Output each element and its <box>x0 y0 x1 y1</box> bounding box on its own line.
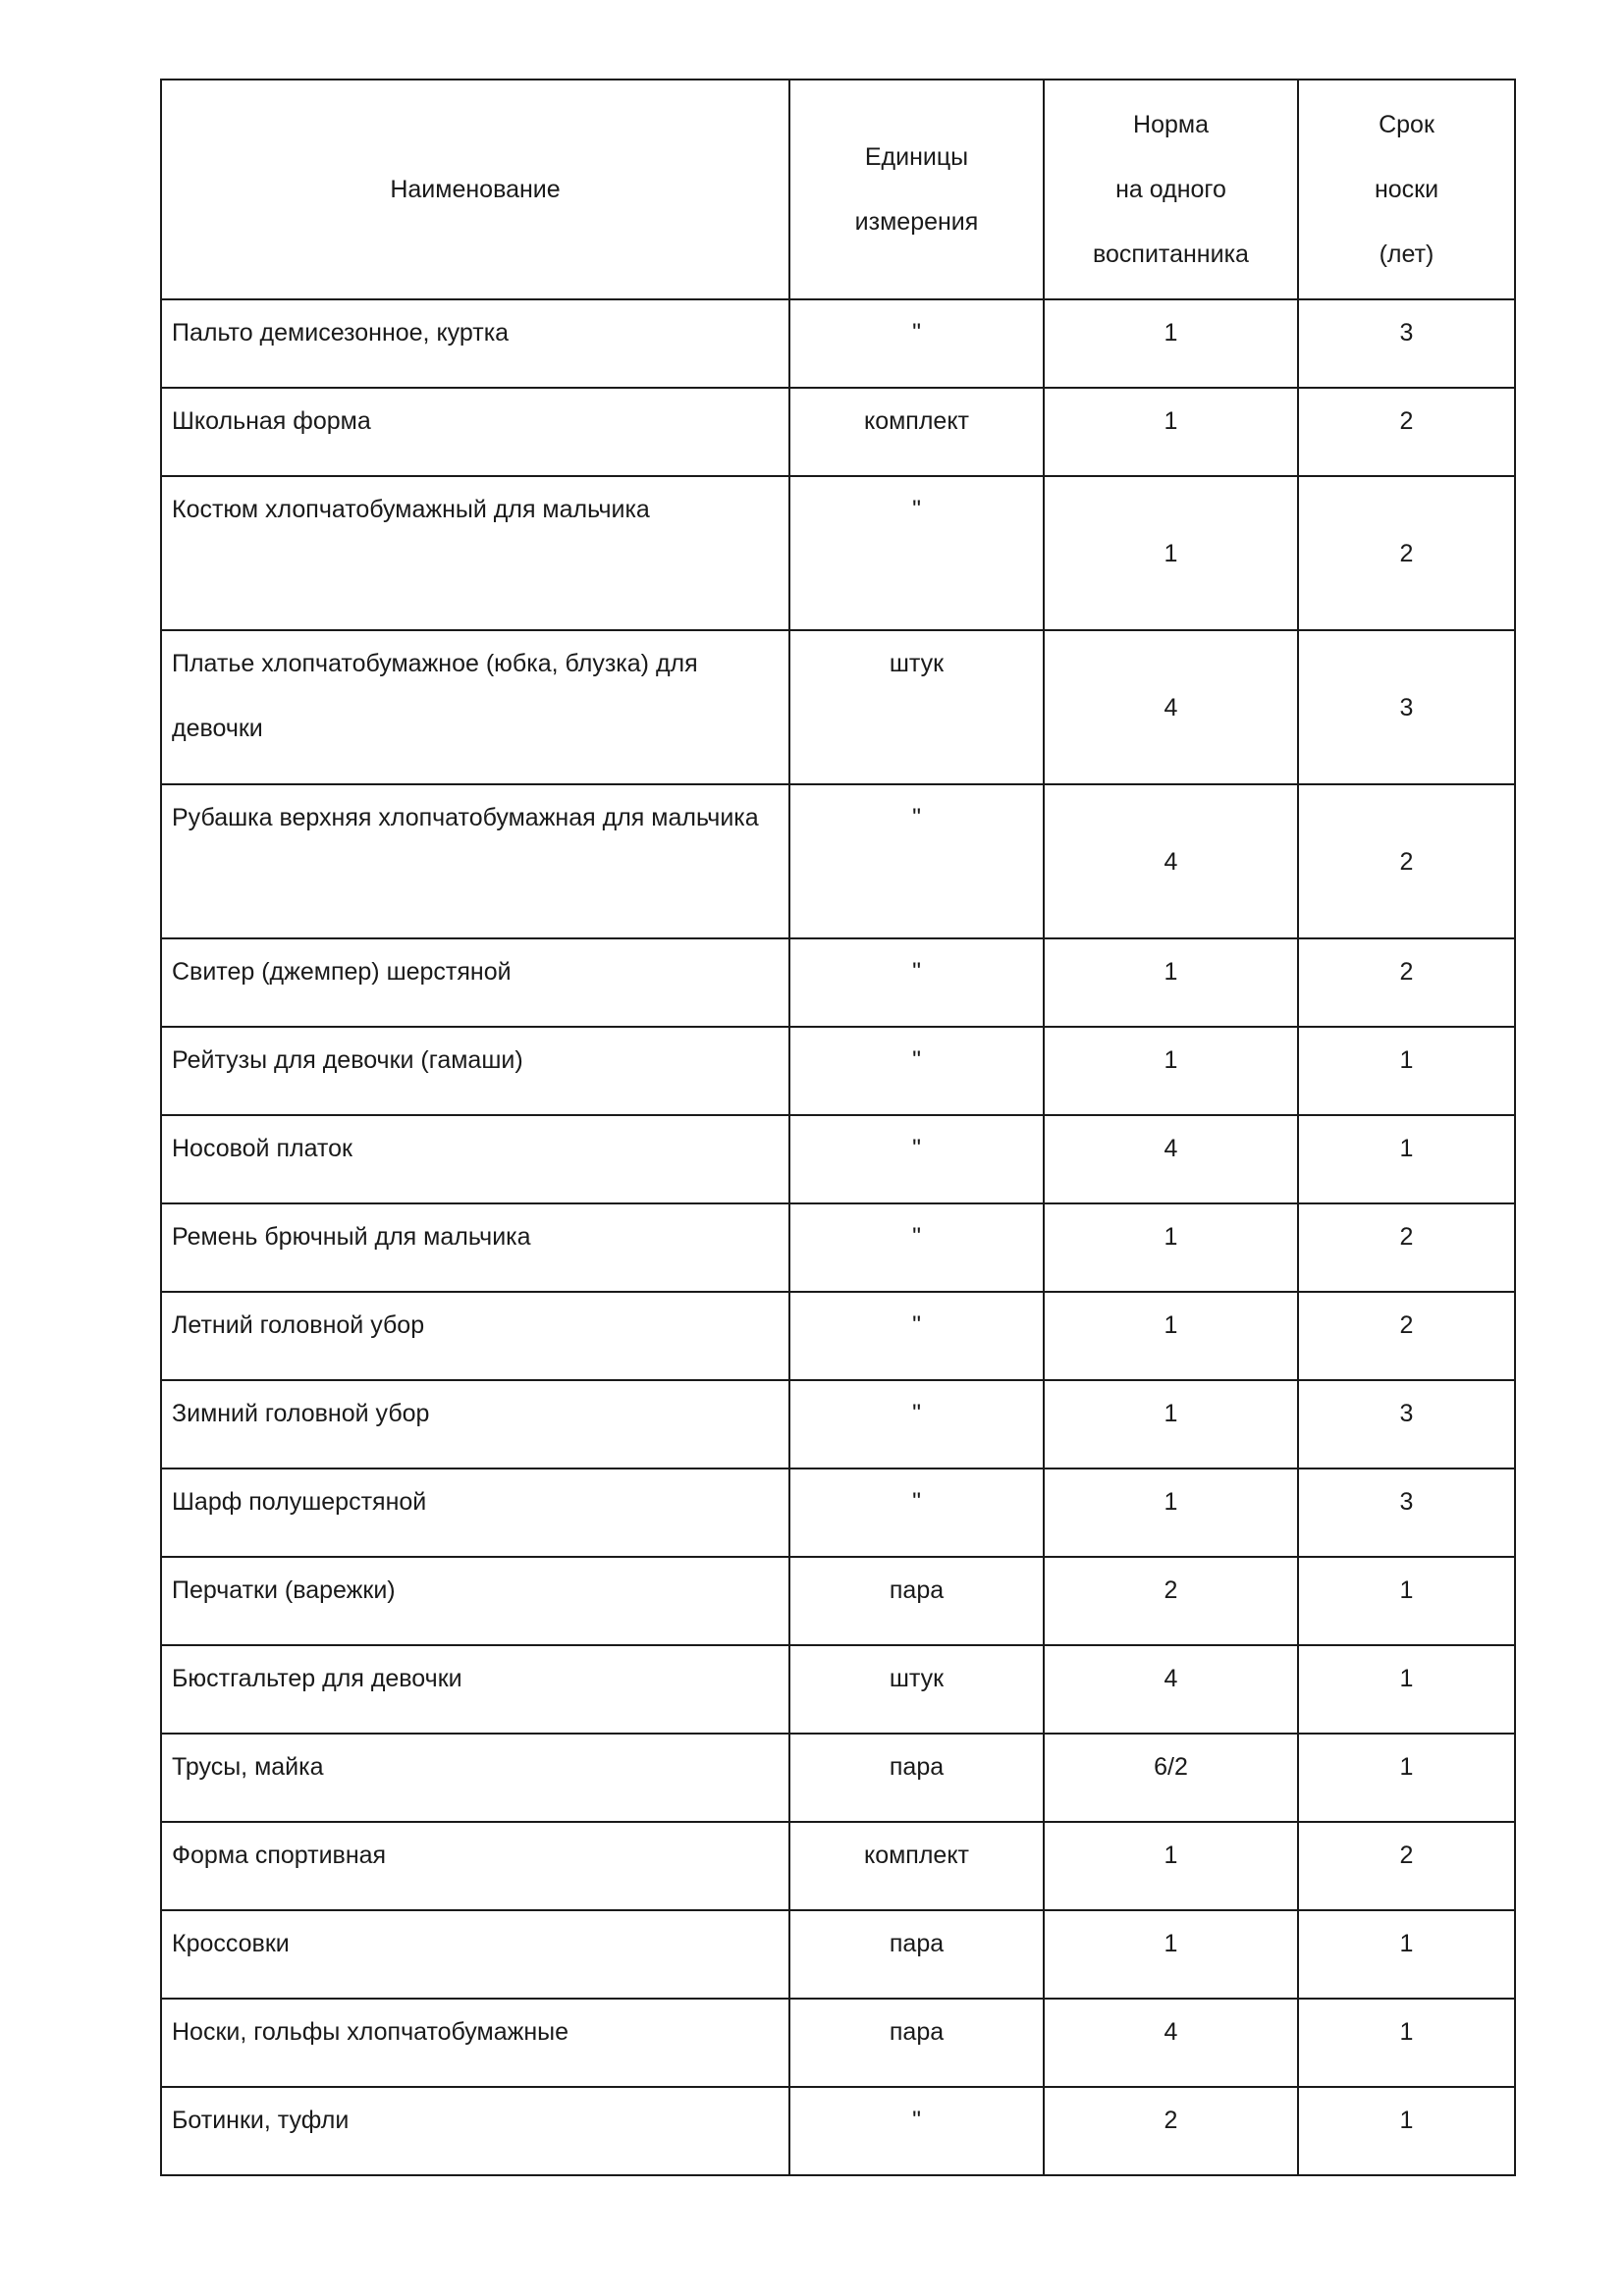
cell-norm: 1 <box>1044 938 1298 1027</box>
cell-norm: 1 <box>1044 1203 1298 1292</box>
cell-term: 2 <box>1298 388 1515 476</box>
cell-norm: 2 <box>1044 1557 1298 1645</box>
table-row <box>161 1292 1515 1380</box>
cell-unit: пара <box>789 1999 1044 2087</box>
cell-unit: пара <box>789 1910 1044 1999</box>
cell-term: 1 <box>1298 1734 1515 1822</box>
cell-name <box>161 630 789 784</box>
cell-name-text: Рубашка верхняя хлопчатобумажная для мальчика <box>172 804 759 831</box>
table-row <box>161 2087 1515 2175</box>
cell-name: Бюстгальтер для девочки <box>161 1645 789 1734</box>
cell-norm: 1 <box>1044 1027 1298 1115</box>
table-row <box>161 476 1515 630</box>
cell-unit: " <box>789 1203 1044 1292</box>
cell-name: Зимний головной убор <box>161 1380 789 1468</box>
cell-term: 1 <box>1298 1910 1515 1999</box>
cell-unit: " <box>789 1468 1044 1557</box>
cell-norm: 1 <box>1044 388 1298 476</box>
cell-name: Шарф полушерстяной <box>161 1468 789 1557</box>
cell-unit: штук <box>789 1645 1044 1734</box>
table-body <box>161 299 1515 2175</box>
table-row <box>161 630 1515 784</box>
cell-norm: 1 <box>1044 1468 1298 1557</box>
cell-norm: 1 <box>1044 1292 1298 1380</box>
cell-name: Рейтузы для девочки (гамаши) <box>161 1027 789 1115</box>
table-row <box>161 299 1515 388</box>
cell-term: 3 <box>1298 299 1515 388</box>
header-term <box>1298 80 1515 299</box>
cell-name: Перчатки (варежки) <box>161 1557 789 1645</box>
cell-norm: 1 <box>1044 299 1298 388</box>
table-row <box>161 1468 1515 1557</box>
cell-term: 3 <box>1298 1380 1515 1468</box>
cell-name <box>161 784 789 938</box>
cell-unit: " <box>789 1292 1044 1380</box>
cell-norm: 1 <box>1044 1822 1298 1910</box>
cell-norm: 4 <box>1044 1645 1298 1734</box>
cell-name: Школьная форма <box>161 388 789 476</box>
cell-term: 1 <box>1298 1557 1515 1645</box>
cell-name: Носовой платок <box>161 1115 789 1203</box>
table-row <box>161 1115 1515 1203</box>
cell-unit: " <box>789 1380 1044 1468</box>
table-row <box>161 1380 1515 1468</box>
header-unit <box>789 80 1044 299</box>
header-term-line: Срок <box>1379 111 1435 138</box>
cell-norm: 1 <box>1044 1910 1298 1999</box>
cell-name: Свитер (джемпер) шерстяной <box>161 938 789 1027</box>
cell-name: Ремень брючный для мальчика <box>161 1203 789 1292</box>
cell-name-text: Костюм хлопчатобумажный для мальчика <box>172 496 650 523</box>
cell-term: 1 <box>1298 1027 1515 1115</box>
cell-norm: 1 <box>1044 476 1298 630</box>
cell-unit: " <box>789 938 1044 1027</box>
cell-term: 2 <box>1298 1822 1515 1910</box>
cell-unit: комплект <box>789 388 1044 476</box>
table-row <box>161 938 1515 1027</box>
cell-term: 3 <box>1298 1468 1515 1557</box>
cell-term: 1 <box>1298 1645 1515 1734</box>
table-row <box>161 1734 1515 1822</box>
cell-name: Летний головной убор <box>161 1292 789 1380</box>
table-row <box>161 1910 1515 1999</box>
cell-unit: пара <box>789 1734 1044 1822</box>
cell-term: 3 <box>1298 630 1515 784</box>
cell-norm: 6/2 <box>1044 1734 1298 1822</box>
table-row <box>161 1557 1515 1645</box>
cell-term: 2 <box>1298 938 1515 1027</box>
table-row <box>161 1027 1515 1115</box>
cell-term: 1 <box>1298 2087 1515 2175</box>
cell-term: 2 <box>1298 476 1515 630</box>
header-norm <box>1044 80 1298 299</box>
cell-name: Носки, гольфы хлопчатобумажные <box>161 1999 789 2087</box>
table-row <box>161 784 1515 938</box>
header-norm-line: на одного <box>1115 176 1226 203</box>
cell-unit: " <box>789 2087 1044 2175</box>
cell-unit: " <box>789 784 1044 938</box>
cell-norm: 4 <box>1044 1999 1298 2087</box>
table-header <box>161 80 1515 299</box>
cell-unit: пара <box>789 1557 1044 1645</box>
cell-norm: 4 <box>1044 1115 1298 1203</box>
table-row <box>161 1645 1515 1734</box>
table-row <box>161 1203 1515 1292</box>
cell-name-text: Платье хлопчатобумажное (юбка, блузка) для девочки <box>172 650 698 742</box>
cell-norm: 4 <box>1044 784 1298 938</box>
table-row <box>161 1822 1515 1910</box>
cell-norm: 2 <box>1044 2087 1298 2175</box>
header-term-line: носки <box>1374 176 1439 203</box>
cell-unit: " <box>789 299 1044 388</box>
cell-name: Трусы, майка <box>161 1734 789 1822</box>
cell-term: 2 <box>1298 784 1515 938</box>
cell-unit: " <box>789 1027 1044 1115</box>
cell-name: Пальто демисезонное, куртка <box>161 299 789 388</box>
cell-name <box>161 476 789 630</box>
cell-name: Кроссовки <box>161 1910 789 1999</box>
header-norm-line: Норма <box>1133 111 1209 138</box>
cell-term: 1 <box>1298 1115 1515 1203</box>
table-row <box>161 388 1515 476</box>
header-unit-line: измерения <box>854 208 979 236</box>
clothing-norms-table <box>160 79 1516 2176</box>
cell-unit: комплект <box>789 1822 1044 1910</box>
cell-norm: 1 <box>1044 1380 1298 1468</box>
header-unit-line: Единицы <box>864 143 969 171</box>
cell-term: 2 <box>1298 1292 1515 1380</box>
header-term-line: (лет) <box>1379 240 1435 268</box>
header-row <box>161 80 1515 299</box>
header-name-line: Наименование <box>390 176 561 203</box>
cell-unit: " <box>789 1115 1044 1203</box>
cell-term: 2 <box>1298 1203 1515 1292</box>
header-name <box>161 80 789 299</box>
cell-norm: 4 <box>1044 630 1298 784</box>
cell-name: Ботинки, туфли <box>161 2087 789 2175</box>
cell-term: 1 <box>1298 1999 1515 2087</box>
cell-unit: " <box>789 476 1044 630</box>
header-norm-line: воспитанника <box>1093 240 1249 268</box>
table-row <box>161 1999 1515 2087</box>
cell-unit: штук <box>789 630 1044 784</box>
cell-name: Форма спортивная <box>161 1822 789 1910</box>
